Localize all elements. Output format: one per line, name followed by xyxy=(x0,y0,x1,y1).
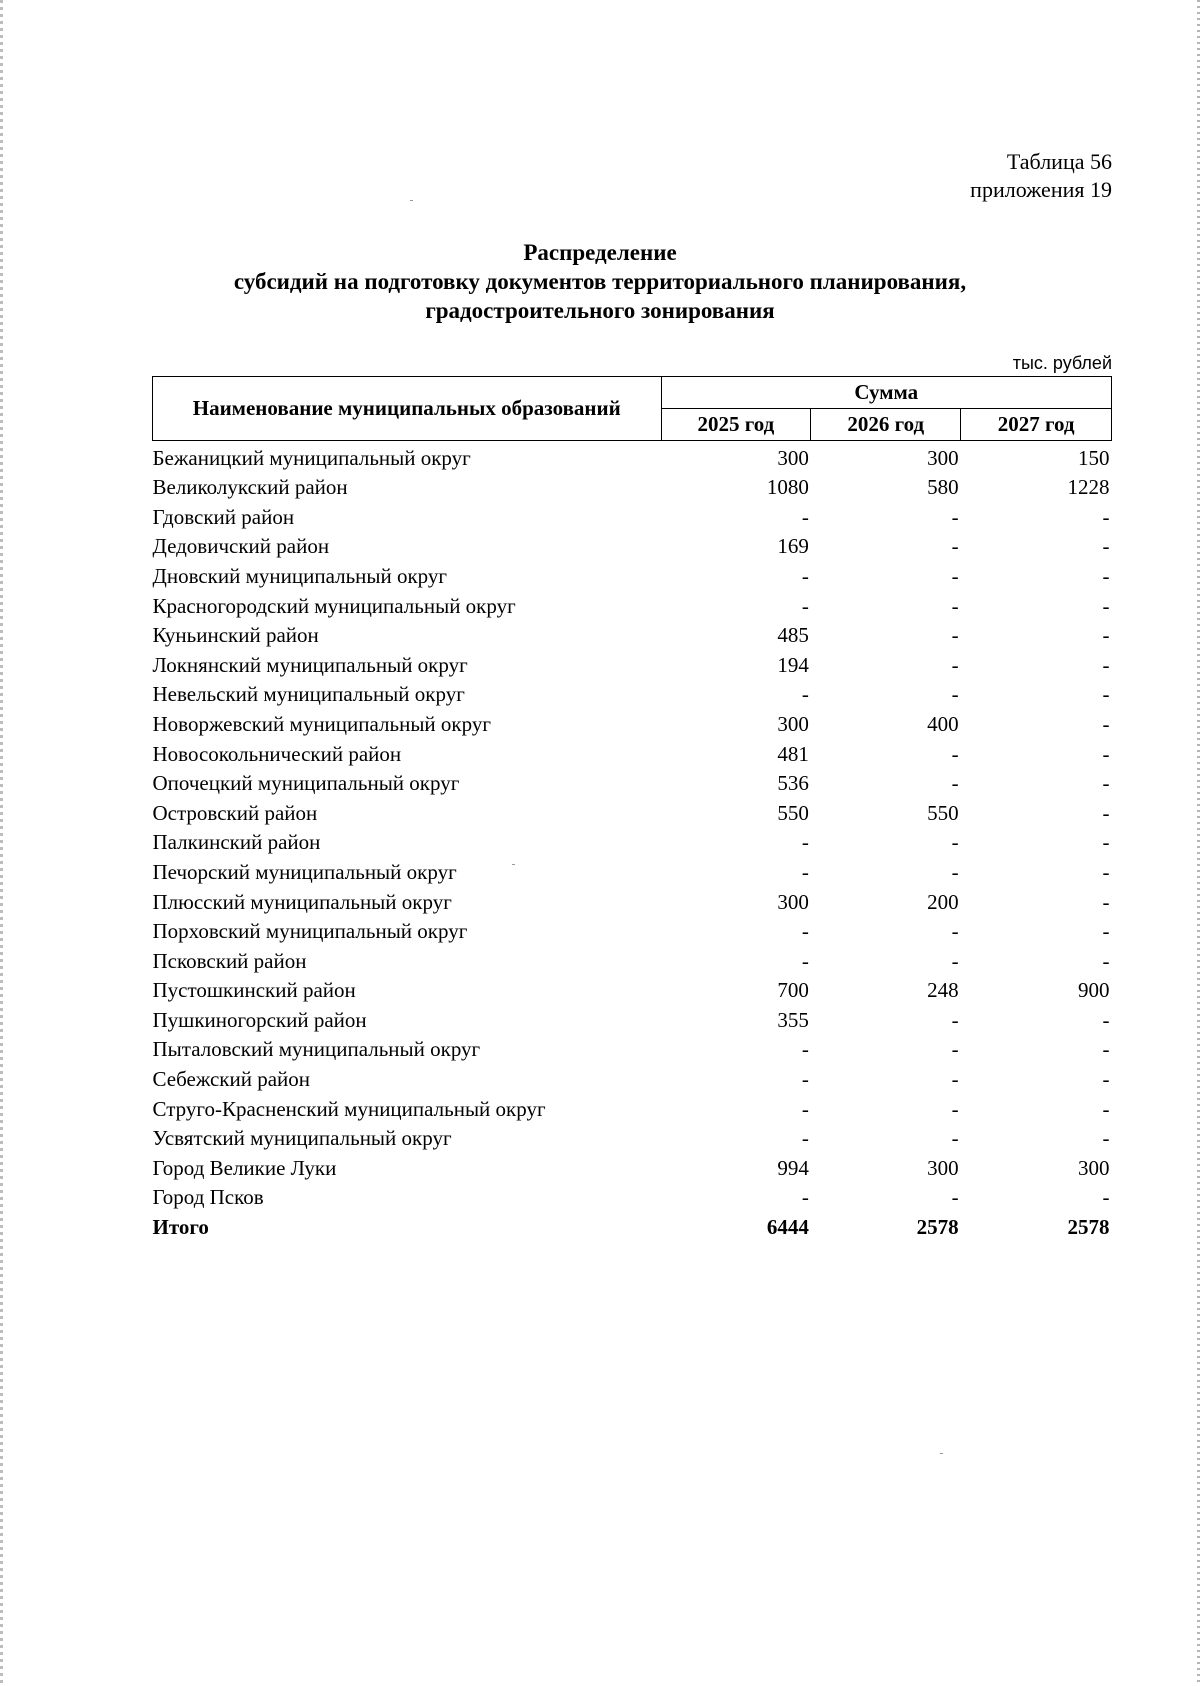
table-number: Таблица 56 xyxy=(1006,149,1112,174)
total-2026: 2578 xyxy=(916,1215,959,1240)
amount-2026: - xyxy=(951,1185,959,1210)
municipality-name: Островский район xyxy=(152,800,318,825)
municipality-name: Печорский муниципальный округ xyxy=(152,859,457,884)
amount-2025: 481 xyxy=(777,741,809,766)
amount-2025: 485 xyxy=(777,623,809,648)
document-title xyxy=(150,238,1050,325)
amount-2025: 994 xyxy=(777,1155,809,1180)
amount-2027: - xyxy=(1102,741,1110,766)
table-body xyxy=(153,441,1112,1241)
amount-2027: - xyxy=(1102,504,1110,529)
title-line-2: субсидий на подготовку документов территориального планирования, xyxy=(233,269,967,294)
amount-2026: 200 xyxy=(927,889,959,914)
municipality-name: Дновский муниципальный округ xyxy=(152,563,448,588)
table-row xyxy=(153,1062,1112,1092)
amount-2026: - xyxy=(951,534,959,559)
amount-2026: 400 xyxy=(927,711,959,736)
amount-2026: - xyxy=(951,771,959,796)
amount-2027: - xyxy=(1102,652,1110,677)
municipality-name: Великолукский район xyxy=(152,475,348,500)
amount-2025: 700 xyxy=(777,978,809,1003)
amount-2025: - xyxy=(801,919,809,944)
amount-2026: 248 xyxy=(927,978,959,1003)
amount-2026: - xyxy=(951,623,959,648)
amount-2027: - xyxy=(1102,563,1110,588)
table-row xyxy=(153,1092,1112,1122)
table-row xyxy=(153,589,1112,619)
amount-2027: - xyxy=(1102,1126,1110,1151)
amount-2025: - xyxy=(801,682,809,707)
amount-2025: - xyxy=(801,1096,809,1121)
header-year-2027: 2027 год xyxy=(961,409,1112,441)
amount-2027: - xyxy=(1102,1185,1110,1210)
table-row xyxy=(153,1122,1112,1152)
amount-2025: - xyxy=(801,948,809,973)
table-row xyxy=(153,737,1112,767)
table-row xyxy=(153,944,1112,974)
amount-2025: 169 xyxy=(777,534,809,559)
amount-2027: - xyxy=(1102,682,1110,707)
municipality-name: Новоржевский муниципальный округ xyxy=(152,711,491,736)
amount-2025: 550 xyxy=(777,800,809,825)
municipality-name: Бежаницкий муниципальный округ xyxy=(152,445,471,470)
amount-2025: - xyxy=(801,1037,809,1062)
scan-speck xyxy=(410,200,413,201)
municipality-name: Куньинский район xyxy=(152,623,319,648)
municipality-name: Пустошкинский район xyxy=(152,978,356,1003)
amount-2025: 355 xyxy=(777,1007,809,1032)
table-row xyxy=(153,619,1112,649)
table-row xyxy=(153,767,1112,797)
municipality-name: Себежский район xyxy=(152,1067,310,1092)
amount-2027: - xyxy=(1102,859,1110,884)
amount-2026: - xyxy=(951,1037,959,1062)
amount-2025: - xyxy=(801,1185,809,1210)
amount-2026: 300 xyxy=(927,1155,959,1180)
table-row xyxy=(153,471,1112,501)
amount-2027: - xyxy=(1102,1037,1110,1062)
municipality-name: Город Псков xyxy=(152,1185,264,1210)
total-row xyxy=(153,1210,1112,1240)
municipality-name: Гдовский район xyxy=(152,504,295,529)
amount-2026: - xyxy=(951,1067,959,1092)
amount-2027: - xyxy=(1102,800,1110,825)
amount-2025: - xyxy=(801,563,809,588)
amount-2025: 1080 xyxy=(766,475,809,500)
municipality-name: Локнянский муниципальный округ xyxy=(152,652,468,677)
municipality-name: Невельский муниципальный округ xyxy=(152,682,465,707)
table-row xyxy=(153,855,1112,885)
amount-2027: 900 xyxy=(1078,978,1110,1003)
amount-2027: - xyxy=(1102,948,1110,973)
amount-2027: - xyxy=(1102,1067,1110,1092)
municipality-name: Палкинский район xyxy=(152,830,321,855)
scan-edge-left xyxy=(0,0,3,1686)
table-row xyxy=(153,678,1112,708)
amount-2027: - xyxy=(1102,623,1110,648)
table-row xyxy=(153,1033,1112,1063)
table-row xyxy=(153,1181,1112,1211)
table-row xyxy=(153,915,1112,945)
table-row xyxy=(153,1151,1112,1181)
table-row xyxy=(153,796,1112,826)
amount-2027: 150 xyxy=(1078,445,1110,470)
amount-2027: - xyxy=(1102,830,1110,855)
municipality-name: Дедовичский район xyxy=(152,534,330,559)
distribution-table xyxy=(152,376,1112,1240)
total-2025: 6444 xyxy=(766,1215,809,1240)
amount-2027: 300 xyxy=(1078,1155,1110,1180)
amount-2026: - xyxy=(951,652,959,677)
amount-2027: - xyxy=(1102,711,1110,736)
table-row xyxy=(153,1003,1112,1033)
amount-2027: - xyxy=(1102,889,1110,914)
total-2027: 2578 xyxy=(1067,1215,1110,1240)
amount-2026: - xyxy=(951,682,959,707)
municipality-name: Усвятский муниципальный округ xyxy=(152,1126,452,1151)
amount-2025: - xyxy=(801,1126,809,1151)
amount-2025: - xyxy=(801,859,809,884)
table-row xyxy=(153,885,1112,915)
table-row xyxy=(153,648,1112,678)
amount-2025: 300 xyxy=(777,889,809,914)
amount-2026: 550 xyxy=(927,800,959,825)
amount-2025: - xyxy=(801,830,809,855)
municipality-name: Город Великие Луки xyxy=(152,1155,337,1180)
amount-2026: 300 xyxy=(927,445,959,470)
total-label: Итого xyxy=(152,1215,209,1240)
amount-2025: 300 xyxy=(777,445,809,470)
municipality-name: Новосокольнический район xyxy=(152,741,402,766)
header-municipality: Наименование муниципальных образований xyxy=(153,377,662,441)
table-row xyxy=(153,826,1112,856)
amount-2026: - xyxy=(951,948,959,973)
amount-2026: - xyxy=(951,859,959,884)
municipality-name: Красногородский муниципальный округ xyxy=(152,593,516,618)
amount-2026: - xyxy=(951,741,959,766)
amount-2027: - xyxy=(1102,771,1110,796)
amount-2027: - xyxy=(1102,1096,1110,1121)
amount-2026: 580 xyxy=(927,475,959,500)
appendix-number: приложения 19 xyxy=(970,177,1112,202)
scan-speck xyxy=(940,1453,943,1454)
municipality-name: Струго-Красненский муниципальный округ xyxy=(152,1096,546,1121)
amount-2026: - xyxy=(951,830,959,855)
units-label: тыс. рублей xyxy=(1012,353,1112,373)
amount-2025: 194 xyxy=(777,652,809,677)
amount-2026: - xyxy=(951,504,959,529)
amount-2027: - xyxy=(1102,593,1110,618)
amount-2026: - xyxy=(951,593,959,618)
table-row xyxy=(153,559,1112,589)
table-row xyxy=(153,530,1112,560)
amount-2026: - xyxy=(951,1126,959,1151)
amount-2027: - xyxy=(1102,1007,1110,1032)
municipality-name: Псковский район xyxy=(152,948,307,973)
amount-2027: - xyxy=(1102,919,1110,944)
subsidy-table xyxy=(152,376,1112,1240)
municipality-name: Плюсский муниципальный округ xyxy=(152,889,452,914)
amount-2027: 1228 xyxy=(1067,475,1110,500)
amount-2026: - xyxy=(951,1096,959,1121)
municipality-name: Опочецкий муниципальный округ xyxy=(152,771,460,796)
title-line-3: градостроительного зонирования xyxy=(425,298,775,323)
table-row xyxy=(153,500,1112,530)
municipality-name: Пыталовский муниципальный округ xyxy=(152,1037,481,1062)
amount-2025: - xyxy=(801,1067,809,1092)
header-sum: Сумма xyxy=(661,377,1112,409)
amount-2026: - xyxy=(951,919,959,944)
municipality-name: Пушкиногорский район xyxy=(152,1007,367,1032)
amount-2026: - xyxy=(951,1007,959,1032)
amount-2025: - xyxy=(801,593,809,618)
table-row xyxy=(153,441,1112,471)
amount-2027: - xyxy=(1102,534,1110,559)
amount-2025: 300 xyxy=(777,711,809,736)
amount-2026: - xyxy=(951,563,959,588)
table-reference xyxy=(970,148,1112,204)
title-line-1: Распределение xyxy=(523,240,677,265)
header-year-2025: 2025 год xyxy=(661,409,811,441)
header-year-2026: 2026 год xyxy=(811,409,961,441)
municipality-name: Порховский муниципальный округ xyxy=(152,919,468,944)
table-row xyxy=(153,974,1112,1004)
amount-2025: - xyxy=(801,504,809,529)
table-row xyxy=(153,707,1112,737)
amount-2025: 536 xyxy=(777,771,809,796)
